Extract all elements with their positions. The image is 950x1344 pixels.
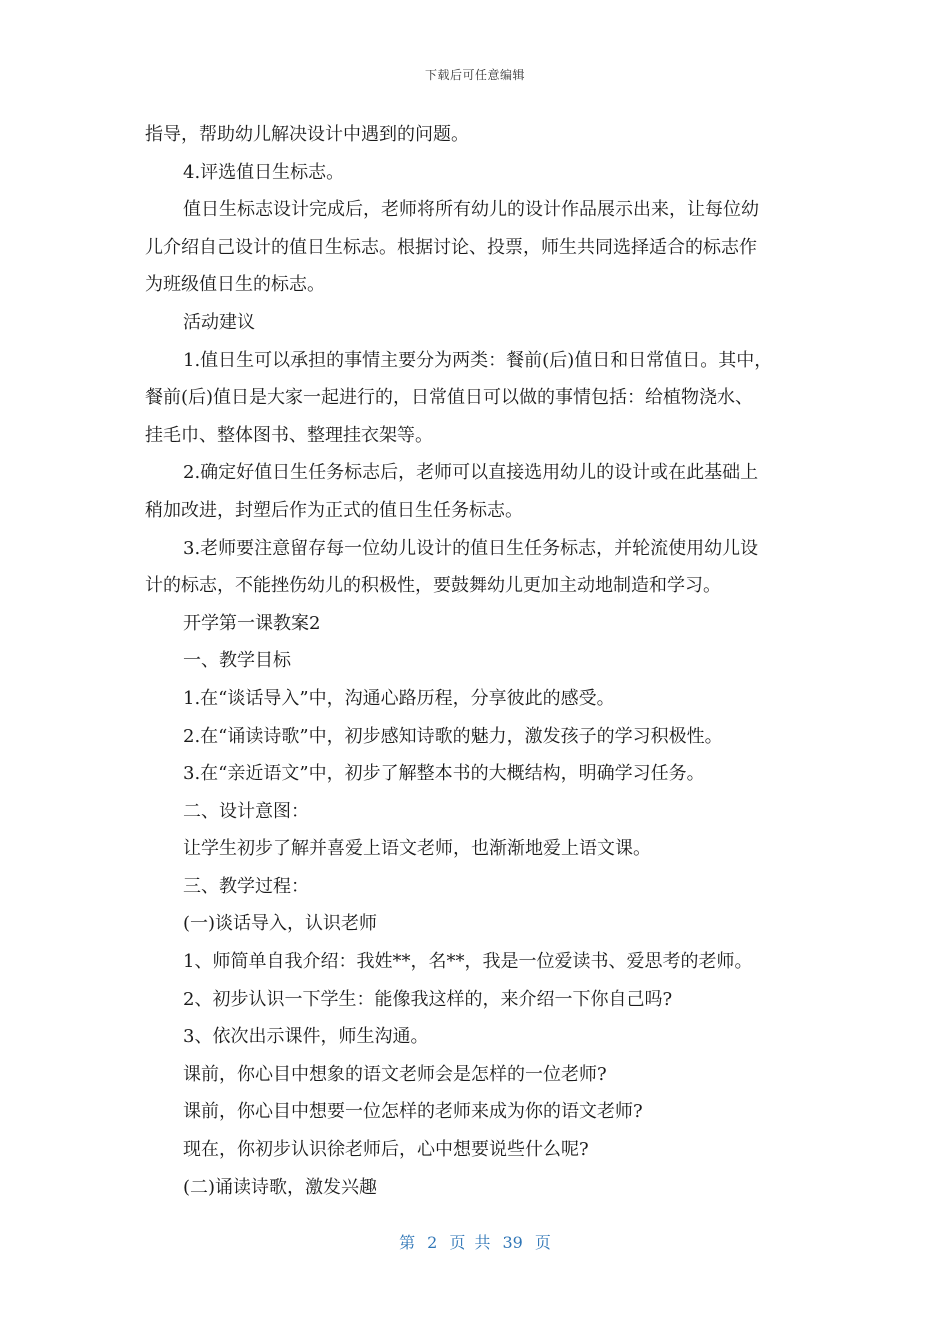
text-line: 三、教学过程： bbox=[183, 875, 309, 897]
text-line: 3.老师要注意留存每一位幼儿设计的值日生任务标志，并轮流使用幼儿设 bbox=[183, 537, 759, 559]
page-footer bbox=[0, 1230, 950, 1253]
text-line: 开学第一课教案2 bbox=[183, 612, 321, 634]
text-line: 活动建议 bbox=[183, 311, 255, 333]
text-line: 计的标志，不能挫伤幼儿的积极性，要鼓舞幼儿更加主动地制造和学习。 bbox=[145, 575, 721, 597]
footer-page-number: 2 bbox=[427, 1233, 438, 1252]
footer-suffix: 页 bbox=[534, 1233, 551, 1252]
text-line: 2、初步认识一下学生：能像我这样的，来介绍一下你自己吗? bbox=[183, 988, 673, 1010]
footer-prefix: 第 bbox=[399, 1233, 416, 1252]
text-line: 1.值日生可以承担的事情主要分为两类：餐前(后)值日和日常值日。其中， bbox=[183, 349, 773, 371]
footer-middle: 页 共 bbox=[449, 1233, 491, 1252]
text-line: 二、设计意图： bbox=[183, 800, 309, 822]
text-line: 1.在“谈话导入”中，沟通心路历程，分享彼此的感受。 bbox=[183, 687, 615, 709]
text-line: 现在，你初步认识徐老师后，心中想要说些什么呢? bbox=[183, 1139, 589, 1161]
page-header: 下载后可任意编辑 bbox=[424, 68, 525, 82]
text-line: 让学生初步了解并喜爱上语文老师，也渐渐地爱上语文课。 bbox=[183, 838, 651, 860]
footer-total-pages: 39 bbox=[502, 1233, 523, 1252]
document-body bbox=[145, 116, 810, 1206]
text-line: 2.在“诵读诗歌”中，初步感知诗歌的魅力，激发孩子的学习积极性。 bbox=[183, 725, 723, 747]
text-line: 一、教学目标 bbox=[183, 650, 291, 672]
text-line: 4.评选值日生标志。 bbox=[183, 161, 345, 183]
text-line: 3.在“亲近语文”中，初步了解整本书的大概结构，明确学习任务。 bbox=[183, 763, 705, 785]
text-line: 1、师简单自我介绍：我姓**，名**，我是一位爱读书、爱思考的老师。 bbox=[183, 951, 753, 973]
text-line: 为班级值日生的标志。 bbox=[145, 274, 325, 296]
text-line: 儿介绍自己设计的值日生标志。根据讨论、投票，师生共同选择适合的标志作 bbox=[145, 236, 757, 258]
text-line: 稍加改进，封塑后作为正式的值日生任务标志。 bbox=[145, 499, 523, 521]
text-line: 3、依次出示课件，师生沟通。 bbox=[183, 1026, 429, 1048]
text-line: (一)谈话导入，认识老师 bbox=[183, 913, 378, 935]
text-line: 2.确定好值日生任务标志后，老师可以直接选用幼儿的设计或在此基础上 bbox=[183, 462, 759, 484]
text-line: 值日生标志设计完成后，老师将所有幼儿的设计作品展示出来，让每位幼 bbox=[183, 199, 759, 221]
text-line: (二)诵读诗歌，激发兴趣 bbox=[183, 1176, 378, 1198]
text-line: 课前，你心目中想要一位怎样的老师来成为你的语文老师? bbox=[183, 1101, 643, 1123]
text-line: 餐前(后)值日是大家一起进行的，日常值日可以做的事情包括：给植物浇水、 bbox=[145, 387, 754, 409]
text-line: 指导，帮助幼儿解决设计中遇到的问题。 bbox=[145, 124, 469, 145]
text-line: 挂毛巾、整体图书、整理挂衣架等。 bbox=[145, 424, 433, 446]
text-line: 课前，你心目中想象的语文老师会是怎样的一位老师? bbox=[183, 1063, 607, 1085]
